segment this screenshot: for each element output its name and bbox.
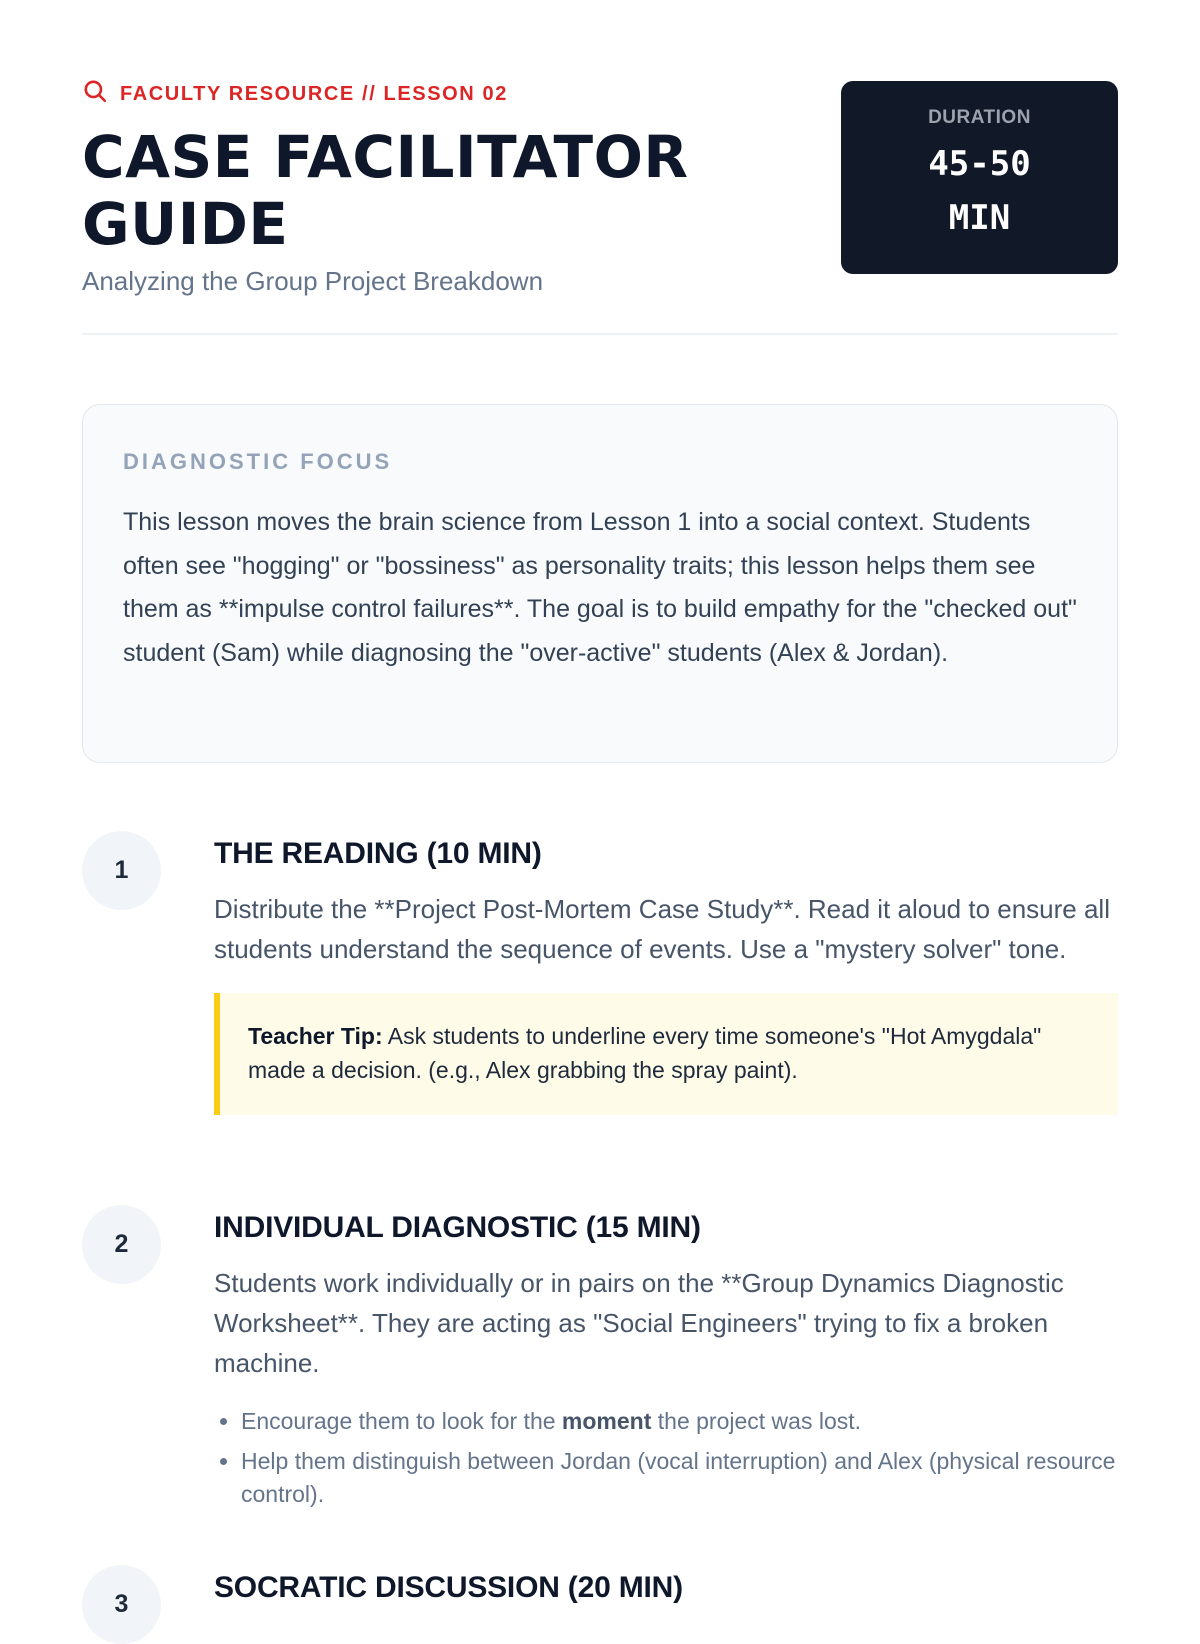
step-number: 1 bbox=[82, 831, 161, 910]
tip-text: Ask students to underline every time someone's "Hot Amygdala" made a decision. (e.g., Alex grabbing the spray paint). bbox=[248, 1023, 1042, 1083]
step-number: 3 bbox=[82, 1565, 161, 1644]
search-icon bbox=[82, 78, 108, 110]
page-subtitle: Analyzing the Group Project Breakdown bbox=[82, 266, 544, 296]
focus-label: DIAGNOSTIC FOCUS bbox=[123, 449, 393, 474]
step-title: THE READING (10 MIN) bbox=[214, 837, 542, 870]
step-content bbox=[214, 1205, 1118, 1518]
duration-value: 45-50 MIN bbox=[928, 144, 1031, 238]
step-description: Students work individually or in pairs on the **Group Dynamics Diagnostic Worksheet**. They are acting as "Social Engineers" trying to fix a broken machine. bbox=[214, 1268, 1064, 1378]
step-content bbox=[214, 1565, 1118, 1605]
list-item: • Encourage them to look for the moment the project was lost. bbox=[241, 1405, 1118, 1438]
teacher-tip bbox=[214, 993, 1118, 1115]
list-item: • Help them distinguish between Jordan (vocal interruption) and Alex (physical resource control). bbox=[241, 1445, 1118, 1511]
step-title: INDIVIDUAL DIAGNOSTIC (15 MIN) bbox=[214, 1211, 701, 1244]
focus-body: This lesson moves the brain science from Lesson 1 into a social context. Students often see "hogging" or "bossiness" as personality traits; this lesson helps them see them as **impulse control failures**. The goal is to build empathy for the "checked out" student (Sam) while diagnosing the "over-active" students (Alex & Jordan). bbox=[123, 508, 1077, 667]
tip-label: Teacher Tip: bbox=[248, 1023, 383, 1049]
diagnostic-focus-card bbox=[82, 404, 1118, 763]
header-divider bbox=[82, 333, 1118, 335]
duration-badge bbox=[841, 81, 1118, 274]
page-title: CASE FACILITATOR GUIDE bbox=[82, 123, 689, 258]
step-bullets bbox=[214, 1405, 1118, 1511]
duration-label: DURATION bbox=[928, 107, 1031, 128]
step-content bbox=[214, 831, 1118, 1115]
step-description: Distribute the **Project Post-Mortem Case Study**. Read it aloud to ensure all students understand the sequence of events. Use a "mystery solver" tone. bbox=[214, 894, 1110, 964]
step-title: SOCRATIC DISCUSSION (20 MIN) bbox=[214, 1571, 683, 1604]
step-number: 2 bbox=[82, 1205, 161, 1284]
header bbox=[82, 0, 1118, 334]
eyebrow-text: FACULTY RESOURCE // LESSON 02 bbox=[120, 82, 508, 105]
